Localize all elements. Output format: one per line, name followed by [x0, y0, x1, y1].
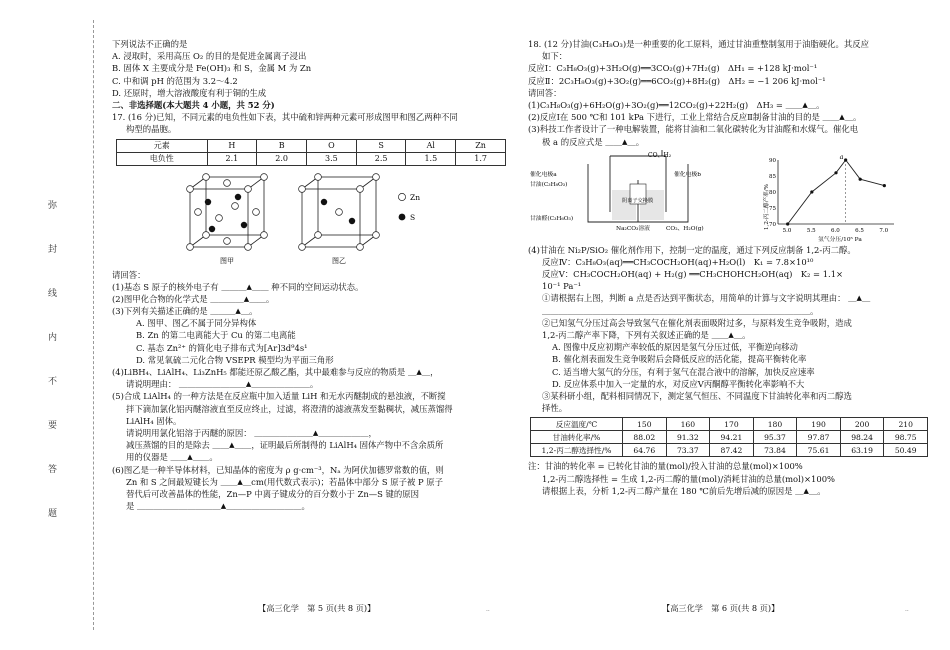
q17-part1-tail: 种不同的空间运动状态。	[271, 281, 364, 292]
q18-4-sub3: ③某科研小组，配料相同情况下，测定氢气恒压、不同温度下甘油转化率和丙二醇选	[542, 390, 852, 401]
label-aldehyde: 甘油醛(C₃H₆O₃)	[530, 215, 574, 222]
margin-char: 线	[48, 289, 58, 299]
table-cell: 87.42	[710, 444, 754, 457]
crystal-svg	[112, 169, 512, 267]
q17-part5-line: LiAlH₄ 固体。	[126, 415, 182, 426]
q18-4-sub3-ask-text: 请根据上表，分析 1,2-丙二醇产量在 180 ℃前后先增后减的原因是	[542, 485, 793, 496]
q17-part5-instrument-text: 用的仪器是	[126, 452, 168, 463]
q17-part2-text: (2)图甲化合物的化学式是	[112, 293, 208, 304]
table-cell: 91.32	[666, 431, 710, 444]
x-tick-label: 7.0	[879, 227, 889, 234]
right-column: 18. (12 分)甘油(C₃H₈O₃)是一种重要的化工原料，通过甘油重整制氢用于油脂硬化。其反应 如下： 反应Ⅰ：C₃H₈O₃(g)+3H₂O(g)══3CO₂(g)+7H₂(g) ΔH₁ = +128 kJ·mol⁻¹ 反应Ⅱ：2C₃H₈O₃(g)+3O₂(g)══6CO₂(g)+8H₂(g) ΔH₂ = −1 206 kJ·mol⁻¹ 请回答： (1)C₃H₈O₃(g)+6H₂O(g)+3O₂(g)══12CO₂(g)+22H₂(g) ΔH₃ = ＿＿▲＿。 (2)反应Ⅰ在 500 ℃和 101 kPa 下进行，工业上常结合反应Ⅱ制备甘油的目的是 ＿＿▲＿。 (3)科技工作者设计了一种电解装置，能将甘油和二氧化碳转化为甘油醛和水煤气。催化电 极 a 的反应式是 ＿＿▲＿。 CO、H₂ 催化电极a 甘油(C₃H₈O₃) 甘油醛(C₃H₆O₃) 阴离子交换膜 Na₂CO₃溶液 催化电极b CO₂、H₂O(g) 1,2-丙二醇产率/% 氢气分压/10⁵ Pa 70 75 80 85 90 5.0 5.5 6.0 6.5 7.0 a (4)甘油在 Ni₂P/SiO₂ 催化剂作用下，控制一定的温度，通过下列反应制备 1,2-丙二醇。 反应Ⅳ：C₃H₈O₃(aq)══CH₃COCH₂OH(aq)+H₂O(l) K₁ = 7.8×10¹⁰ 反应Ⅴ：CH₃COCH₂OH(aq) + H₂(g) ══CH₃CHOHCH₂OH(aq) K₂ = 1.1× 10⁻¹ Pa⁻¹ ①请根据右上图，判断 a 点是否达到平衡状态，用简单的计算与文字说明其理由： ＿▲＿ ＿＿＿＿＿＿＿＿＿＿＿＿＿＿＿＿＿＿＿＿＿＿＿＿＿＿＿＿＿＿＿＿。 ②已知氢气分压过高会导致氢气在催化剂表面吸附过多，与原料发生竞争吸附，造成 1,2-丙二醇产率下降，下列有关叙述正确的是 ＿＿▲＿。 A. 图像中反应初期产率较低的原因是氢气分压过低，平衡逆向移动 B. 催化剂表面发生竞争吸附后会降低反应的活化能，提高平衡转化率 C. 适当增大氢气的分压，有利于氢气在混合液中的溶解，加快反应速率 D. 反应体系中加入一定量的水，对反应Ⅴ丙酮醇平衡转化率影响不大 ③某科研小组，配料相同情况下，测定氢气恒压、不同温度下甘油转化率和丙二醇选 择性。 反应温度/℃ 150 160 170 180 190 200 210 甘油转化率/% 88.02 91.32 94.21 95.37 97.87 98.24 98.75 1,2-丙二醇选择性/% 64.76 73.37 87.42 73.84 75.61 63.19 50.49 注：甘油的转化率 = 已转化甘油的量(mol)/投入甘油的总量(mol)×100% 1,2-丙二醇选择性 = 生成 1,2-丙二醇的量(mol)/消耗甘油的总量(mol)×100% 请根据上表，分析 1,2-丙二醇产量在 180 ℃前后先增后减的原因是 ＿▲＿。	[528, 38, 928, 497]
table-cell: 2.0	[257, 152, 307, 165]
q17-line: 17. (16 分)已知，不同元素的电负性如下表，其中硫和锌两种元素可形成图甲和图乙两种不同	[112, 112, 458, 123]
q17-part5-tail: ，证明最后所制得的 LiAlH₄ 固体产物中不含余质所	[251, 440, 444, 451]
table-cell: 甘油转化率/%	[531, 431, 623, 444]
q17-part2: (2)图甲化合物的化学式是 ＿＿＿＿▲＿＿。	[112, 293, 275, 304]
q18-part2: (2)反应Ⅰ在 500 ℃和 101 kPa 下进行，工业上常结合反应Ⅱ制备甘油的目的是 ＿＿▲＿。	[528, 112, 862, 123]
q17-3-option-d: D. 常见氧硫二元化合物 VSEPR 模型均为平面三角形	[136, 354, 334, 365]
answer-blank: ▲	[416, 368, 422, 376]
legend-zn: Zn	[410, 192, 421, 202]
table-row	[531, 431, 928, 444]
table-cell: 190	[797, 418, 841, 431]
q17-part6-line: (6)图乙是一种半导体材料，已知晶体的密度为 ρ g·cm⁻³，Nₐ 为阿伏加德罗常数的值，则	[112, 464, 444, 475]
table-cell: 73.37	[666, 444, 710, 457]
reaction-temperature-table	[530, 417, 928, 457]
answer-blank: ▲	[245, 380, 252, 389]
q16-option-c: C. 中和调 pH 的范围为 3.2～4.2	[112, 75, 238, 86]
table-cell: 75.61	[797, 444, 841, 457]
q18-part2-text: (2)反应Ⅰ在 500 ℃和 101 kPa 下进行，工业上常结合反应Ⅱ制备甘油的目的是	[528, 112, 820, 123]
q18-part1-text: (1)C₃H₈O₃(g)+6H₂O(g)+3O₂(g)══12CO₂(g)+22H₂(g) ΔH₃ =	[528, 99, 786, 110]
q17-part6-reason: 是 ＿＿＿＿＿＿＿＿＿＿▲＿＿＿＿＿＿＿＿＿。	[126, 501, 310, 512]
data-point	[786, 222, 789, 225]
device-and-chart	[528, 150, 928, 242]
page-footer-left: 【高三化学 第 5 页(共 8 页)】	[258, 603, 376, 613]
table-row	[117, 139, 506, 152]
table-cell: 160	[666, 418, 710, 431]
answer-blank: ▲	[312, 428, 319, 437]
q17-part3-text: (3)下列有关描述正确的是	[112, 306, 208, 317]
x-tick-label: 6.0	[831, 227, 840, 234]
q18-part3-ask: 极 a 的反应式是 ＿＿▲＿。	[542, 136, 645, 147]
q17-part6-bond-text: Zn 和 S 之间最短键长为	[126, 476, 218, 487]
table-cell: 210	[884, 418, 928, 431]
table-cell: 1.5	[406, 152, 456, 165]
margin-char: 封	[48, 245, 58, 255]
label-a: 图甲	[220, 256, 234, 265]
q18-part3-line: (3)科技工作者设计了一种电解装置，能将甘油和二氧化碳转化为甘油醛和水煤气。催化电	[528, 124, 859, 135]
table-cell: 98.75	[884, 431, 928, 444]
legend-zn-icon	[398, 193, 405, 200]
q17-part4-reason-text: 请说明理由：	[126, 379, 177, 390]
label-na2co3: Na₂CO₃溶液	[616, 225, 650, 232]
table-cell: S	[356, 139, 406, 152]
q17-part6-reason-text: 是	[126, 501, 135, 512]
q17-line: 构型的晶胞。	[126, 124, 177, 135]
y-tick-label: 70	[769, 221, 776, 228]
section-title: 二、非选择题(本大题共 4 小题，共 52 分)	[112, 99, 275, 110]
q18-part1: (1)C₃H₈O₃(g)+6H₂O(g)+3O₂(g)══12CO₂(g)+22H₂(g) ΔH₃ = ＿＿▲＿。	[528, 99, 825, 110]
table-row	[117, 152, 506, 165]
q18-part4-line: (4)甘油在 Ni₂P/SiO₂ 催化剂作用下，控制一定的温度，通过下列反应制备 1,2-丙二醇。	[528, 244, 856, 255]
table-cell: 73.84	[753, 444, 797, 457]
reaction-1: 反应Ⅰ：C₃H₈O₃(g)+3H₂O(g)══3CO₂(g)+7H₂(g) ΔH₁ = +128 kJ·mol⁻¹	[528, 63, 818, 74]
table-cell: 1,2-丙二醇选择性/%	[531, 444, 623, 457]
table-cell: 50.49	[884, 444, 928, 457]
q17-part5-reason: 请说明用氯化铝溶于丙醚的原因： ＿＿＿＿＿＿＿▲＿＿＿＿＿＿，	[126, 427, 377, 438]
table-cell: 元素	[117, 139, 208, 152]
q16-option-a: A. 浸取时，采用高压 O₂ 的目的是促进金属离子浸出	[112, 51, 307, 62]
label-membrane: 阴离子交换膜	[622, 197, 654, 204]
legend-s: S	[410, 212, 416, 222]
q16-intro: 下列说法不正确的是	[112, 39, 188, 49]
q17-part4-reason: 请说明理由： ＿＿＿＿＿＿＿＿▲＿＿＿＿＿＿＿。	[126, 379, 319, 390]
seal-dashed-line	[93, 20, 94, 630]
q17-part6-bond: Zn 和 S 之间最短键长为 ＿＿▲＿cm(用代数式表示)；若晶体中部分 S 原子被 P 原子	[126, 476, 444, 487]
table-cell: 150	[623, 418, 667, 431]
legend-s-icon	[399, 213, 406, 220]
answer-blank: ▲	[802, 100, 808, 109]
q18-4-sub3-cont: 择性。	[542, 403, 568, 414]
q18-part3-ask-text: 极 a 的反应式是	[542, 136, 603, 147]
table-cell: 2.5	[356, 152, 406, 165]
table-cell: B	[257, 139, 307, 152]
table-cell: 98.24	[840, 431, 884, 444]
left-column	[112, 38, 517, 512]
zn-atoms-a	[187, 173, 268, 250]
table-cell: 180	[753, 418, 797, 431]
exam-page: 弥 封 线 内 不 要 答 题 下列说法不正确的是 A. 浸取时，采用高压 O₂ 的目的是促进金属离子浸出 B. 固体 X 主要成分是 Fe(OH)₃ 和 S，金属 M 为 Zn C. 中和调 pH 的范围为 3.2～4.2 D. 还原时，增大溶液酸度有利于铜的生成 二、非选择题(本大题共 4 小题，共 52 分) 17. (16 分)已知，不同元素的电负性如下表，其中硫和锌两种元素可形成图甲和图乙两种不同 构型的晶胞。 元素 H B O S Al Zn 电负性 2.1 2.0 3.5 2.5 1.5 1.7 图甲 图乙 Zn S 请回答： (1)基态 S 原子的核外电子有 ＿＿＿▲＿＿ 种不同的空间运动状态。 (2)图甲化合物的化学式是 ＿＿＿＿▲＿＿。 (3)下列有关描述正确的是 ＿＿＿▲＿。 A. 图甲、图乙不属于同分异构体 B. Zn 的第二电离能大于 Cu 的第二电离能 C. 基态 Zn²⁺ 的简化电子排布式为[Ar]3d⁹4s¹ D. 常见氧硫二元化合物 VSEPR 模型均为平面三角形 (4)LiBH₄、LiAlH₄、Li₃ZnH₅ 都能还原乙酸乙酯，其中最难参与反应的物质是 ＿▲＿， 请说明理由： ＿＿＿＿＿＿＿＿▲＿＿＿＿＿＿＿。 (5)合成 LiAlH₄ 的一种方法是在反应瓶中加入适量 LiH 和无水丙醚制成的悬浊液，不断搅 拌下滴加氯化铝丙醚溶液直至反应终止，过滤，将澄清的滤液蒸发至黏稠状，减压蒸馏得 LiAlH₄ 固体。 请说明用氯化铝溶于丙醚的原因： ＿＿＿＿＿＿＿▲＿＿＿＿＿＿， 减压蒸馏的目的是除去 ＿＿▲＿＿，证明最后所制得的 LiAlH₄ 固体产物中不含余质所 用的仪器是 ＿＿▲＿＿。 (6)图乙是一种半导体材料，已知晶体的密度为 ρ g·cm⁻³，Nₐ 为阿伏加德罗常数的值，则 Zn 和 S 之间最短键长为 ＿＿▲＿cm(用代数式表示)；若晶体中部分 S 原子被 P 原子 替代后可改善晶体的性能，Zn—P 中离子键成分的百分数小于 Zn—S 键的原因 是 ＿＿＿＿＿＿＿＿＿＿▲＿＿＿＿＿＿＿＿＿。 【高三化学 第 5 页(共 8 页)】 .. 18. (12 分)甘油(C₃H₈O₃)是一种重要的化工原料，通过甘油重整制氢用于油脂硬化。其反应 如下： 反应Ⅰ：C₃H₈O₃(g)+3H₂O(g)══3CO₂(g)+7H₂(g) ΔH₁ = +128 kJ·mol⁻¹ 反应Ⅱ：2C₃H₈O₃(g)+3O₂(g)══6CO₂(g)+8H₂(g) ΔH₂ = −1 206 kJ·mol⁻¹ 请回答： (1)C₃H₈O₃(g)+6H₂O(g)+3O₂(g)══12CO₂(g)+22H₂(g) ΔH₃ = ＿＿▲＿。 (2)反应Ⅰ在 500 ℃和 101 kPa 下进行，工业上常结合反应Ⅱ制备甘油的目的是 ＿＿▲＿。 (3)科技工作者设计了一种电解装置，能将甘油和二氧化碳转化为甘油醛和水煤气。催化电 极 a 的反应式是 ＿＿▲＿。 CO、H₂ 催化电极a 甘油(C₃H₈O₃) 甘油醛(C₃H₆O₃) 阴离子交换膜 Na₂CO₃溶液 催化电极b CO₂、H₂O(g) 1,2-丙二醇产率/% 氢气分压/10⁵ Pa 70 75 80 85 90 5.0 5.5 6.0 6.5 7.0 a (4)甘油在 Ni₂P/SiO₂ 催化剂作用下，控制一定的温度，通过下列反应制备 1,2-丙二醇。 反应Ⅳ：C₃H₈O₃(aq)══CH₃COCH₂OH(aq)+H₂O(l) K₁ = 7.8×10¹⁰ 反应Ⅴ：CH₃COCH₂OH(aq) + H₂(g) ══CH₃CHOHCH₂OH(aq) K₂ = 1.1× 10⁻¹ Pa⁻¹ ①请根据右上图，判断 a 点是否达到平衡状态，用简单的计算与文字说明其理由： ＿▲＿ ＿＿＿＿＿＿＿＿＿＿＿＿＿＿＿＿＿＿＿＿＿＿＿＿＿＿＿＿＿＿＿＿。 ②已知氢气分压过高会导致氢气在催化剂表面吸附过多，与原料发生竞争吸附，造成 1,2-丙二醇产率下降，下列有关叙述正确的是 ＿＿▲＿。 A. 图像中反应初期产率较低的原因是氢气分压过低，平衡逆向移动 B. 催化剂表面发生竞争吸附后会降低反应的活化能，提高平衡转化率 C. 适当增大氢气的分压，有利于氢气在混合液中的溶解，加快反应速率 D. 反应体系中加入一定量的水，对反应Ⅴ丙酮醇平衡转化率影响不大 ③某科研小组，配料相同情况下，测定氢气恒压、不同温度下甘油转化率和丙二醇选 择性。 反应温度/℃ 150 160 170 180 190 200 210 甘油转化率/% 88.02 91.32 94.21 95.37 97.87 98.24 98.75 1,2-丙二醇选择性/% 64.76 73.37 87.42 73.84 75.61 63.19 50.49 注：甘油的转化率 = 已转化甘油的量(mol)/投入甘油的总量(mol)×100% 1,2-丙二醇选择性 = 生成 1,2-丙二醇的量(mol)/消耗甘油的总量(mol)×100% 请根据上表，分析 1,2-丙二醇产量在 180 ℃前后先增后减的原因是 ＿▲＿。 【高三化学 第 6 页(共 8 页)】 ..	[0, 0, 950, 650]
reaction-5-cont: 10⁻¹ Pa⁻¹	[542, 281, 582, 292]
answer-blank: ▲	[728, 331, 734, 339]
series-line	[788, 160, 885, 224]
data-point	[859, 177, 862, 180]
q18-4-sub1: ①请根据右上图，判断 a 点是否达到平衡状态，用简单的计算与文字说明其理由： ＿▲＿	[542, 293, 871, 304]
q18-4-sub2-ask-text: 1,2-丙二醇产率下降，下列有关叙述正确的是	[542, 330, 709, 340]
answer-blank: ▲	[243, 294, 250, 303]
label-b: 图乙	[332, 256, 346, 265]
zn-atoms-b	[299, 173, 380, 250]
answer-blank: ▲	[235, 307, 241, 316]
answer-blank: ▲	[220, 502, 227, 511]
answer-blank: ▲	[246, 282, 252, 291]
note-line: 1,2-丙二醇选择性 = 生成 1,2-丙二醇的量(mol)/消耗甘油的总量(mol)×100%	[542, 473, 835, 484]
q17-part4: (4)LiBH₄、LiAlH₄、Li₃ZnH₅ 都能还原乙酸乙酯，其中最难参与反应的物质是 ＿▲＿，	[112, 367, 439, 377]
note-line: 注：甘油的转化率 = 已转化甘油的量(mol)/投入甘油的总量(mol)×100%	[528, 461, 803, 472]
data-point	[810, 190, 813, 193]
table-cell: 电负性	[117, 152, 208, 165]
table-cell: Zn	[456, 139, 506, 152]
answer-blank: ▲	[839, 113, 845, 122]
q17-part6-line: 替代后可改善晶体的性能，Zn—P 中离子键成分的百分数小于 Zn—S 键的原因	[126, 488, 420, 499]
y-tick-label: 80	[769, 189, 776, 196]
label-glycerol: 甘油(C₃H₈O₃)	[530, 181, 568, 188]
table-cell: 94.21	[710, 431, 754, 444]
q18-4-sub1-text: ①请根据右上图，判断 a 点是否达到平衡状态，用简单的计算与文字说明其理由：	[542, 293, 846, 304]
margin-char: 答	[48, 465, 58, 475]
q17-part6-tail: cm(用代数式表示)；若晶体中部分 S 原子被 P 原子	[251, 476, 444, 487]
page-footer-right: 【高三化学 第 6 页(共 8 页)】	[662, 603, 780, 613]
crystal-figures	[112, 169, 517, 267]
q17-part1-text: (1)基态 S 原子的核外电子有	[112, 281, 219, 292]
reaction-4: 反应Ⅳ：C₃H₈O₃(aq)══CH₃COCH₂OH(aq)+H₂O(l) K₁ = 7.8×10¹⁰	[542, 256, 814, 267]
q17-part5-distill: 减压蒸馏的目的是除去 ＿＿▲＿＿，证明最后所制得的 LiAlH₄ 固体产物中不含余质所	[126, 440, 444, 451]
label-cat-a: 催化电极a	[530, 171, 557, 178]
label-co2: CO₂、H₂O(g)	[666, 225, 704, 232]
table-cell: 反应温度/℃	[531, 418, 623, 431]
table-row	[531, 444, 928, 457]
table-cell: 88.02	[623, 431, 667, 444]
q17-3-option-c: C. 基态 Zn²⁺ 的简化电子排布式为[Ar]3d⁹4s¹	[136, 342, 308, 353]
electronegativity-table	[116, 139, 506, 166]
q18-4-sub2-ask: 1,2-丙二醇产率下降，下列有关叙述正确的是 ＿＿▲＿。	[542, 330, 751, 340]
ask-prompt: 请回答：	[528, 87, 562, 98]
answer-blank: ▲	[229, 441, 235, 450]
q17-part1: (1)基态 S 原子的核外电子有 ＿＿＿▲＿＿ 种不同的空间运动状态。	[112, 281, 364, 292]
electrolysis-device	[528, 150, 928, 242]
data-point	[834, 171, 837, 174]
table-cell: 170	[710, 418, 754, 431]
reaction-2: 反应Ⅱ：2C₃H₈O₃(g)+3O₂(g)══6CO₂(g)+8H₂(g) ΔH₂ = −1 206 kJ·mol⁻¹	[528, 75, 826, 86]
x-tick-label: 5.5	[806, 227, 816, 234]
q18-line: 18. (12 分)甘油(C₃H₈O₃)是一种重要的化工原料，通过甘油重整制氢用于油脂硬化。其反应	[528, 39, 870, 49]
data-point	[844, 158, 847, 161]
seal-line-margin	[44, 200, 66, 520]
table-cell: 63.19	[840, 444, 884, 457]
table-cell: 2.1	[207, 152, 257, 165]
y-tick-label: 85	[769, 173, 776, 180]
q18-4-option-d: D. 反应体系中加入一定量的水，对反应Ⅴ丙酮醇平衡转化率影响不大	[552, 378, 805, 389]
table-cell: 1.7	[456, 152, 506, 165]
q17-part3: (3)下列有关描述正确的是 ＿＿＿▲＿。	[112, 306, 258, 317]
answer-blank: ▲	[803, 486, 809, 495]
margin-char: 弥	[48, 201, 58, 211]
q18-4-option-c: C. 适当增大氢气的分压，有利于氢气在混合液中的溶解，加快反应速率	[552, 366, 815, 377]
table-cell: 200	[840, 418, 884, 431]
q17-part5-distill-text: 减压蒸馏的目的是除去	[126, 440, 210, 451]
answer-blank: ▲	[856, 294, 862, 303]
margin-char: 不	[48, 377, 58, 387]
label-co-h2: CO、H₂	[648, 151, 672, 159]
table-cell: 64.76	[623, 444, 667, 457]
reaction-5: 反应Ⅴ：CH₃COCH₂OH(aq) + H₂(g) ══CH₃CHOHCH₂OH(aq) K₂ = 1.1×	[542, 269, 844, 280]
q17-part5-line: (5)合成 LiAlH₄ 的一种方法是在反应瓶中加入适量 LiH 和无水丙醚制成的悬浊液，不断搅	[112, 391, 446, 402]
point-a-label: a	[839, 152, 844, 161]
x-tick-label: 5.0	[782, 227, 792, 234]
table-cell: 97.87	[797, 431, 841, 444]
y-tick-label: 75	[769, 205, 776, 212]
q17-part5-instrument: 用的仪器是 ＿＿▲＿＿。	[126, 452, 218, 463]
q18-line: 如下：	[542, 51, 568, 62]
table-cell: 95.37	[753, 431, 797, 444]
q18-4-sub2: ②已知氢气分压过高会导致氢气在催化剂表面吸附过多，与原料发生竞争吸附，造成	[542, 317, 852, 328]
yield-chart	[762, 153, 894, 242]
q18-4-option-a: A. 图像中反应初期产率较低的原因是氢气分压过低，平衡逆向移动	[552, 342, 798, 353]
margin-char: 题	[48, 509, 58, 519]
q18-4-sub3-ask: 请根据上表，分析 1,2-丙二醇产量在 180 ℃前后先增后减的原因是 ＿▲＿。	[542, 485, 826, 496]
q17-part4-text: (4)LiBH₄、LiAlH₄、Li₃ZnH₅ 都能还原乙酸乙酯，其中最难参与反应的物质是	[112, 367, 406, 377]
s-atoms-a	[205, 193, 247, 231]
y-tick-label: 90	[769, 157, 776, 164]
q17-3-option-a: A. 图甲、图乙不属于同分异构体	[136, 318, 257, 329]
q16-option-b: B. 固体 X 主要成分是 Fe(OH)₃ 和 S，金属 M 为 Zn	[112, 63, 312, 74]
chart-xlabel: 氢气分压/10⁵ Pa	[818, 236, 862, 242]
q18-4-option-b: B. 催化剂表面发生竞争吸附后会降低反应的活化能，提高平衡转化率	[552, 354, 807, 365]
answer-blank: ▲	[237, 477, 243, 486]
margin-char: 要	[48, 421, 58, 431]
table-cell: H	[207, 139, 257, 152]
q17-part5-reason-text: 请说明用氯化铝溶于丙醚的原因：	[126, 427, 252, 438]
chart-ylabel: 1,2-丙二醇产率/%	[764, 183, 770, 230]
answer-blank: ▲	[622, 137, 628, 146]
table-cell: Al	[406, 139, 456, 152]
table-cell: 3.5	[307, 152, 357, 165]
q17-3-option-b: B. Zn 的第二电离能大于 Cu 的第二电离能	[136, 330, 296, 341]
label-cat-b: 催化电极b	[674, 171, 701, 178]
q17-part5-line: 拌下滴加氯化铝丙醚溶液直至反应终止，过滤，将澄清的滤液蒸发至黏稠状，减压蒸馏得	[126, 403, 453, 414]
data-point	[883, 184, 886, 187]
x-tick-label: 6.5	[855, 227, 864, 234]
table-cell: O	[307, 139, 357, 152]
answer-blank: ▲	[187, 453, 193, 462]
q16-option-d: D. 还原时，增大溶液酸度有利于铜的生成	[112, 87, 267, 98]
answer-prompt: 请回答：	[112, 269, 146, 280]
margin-char: 内	[48, 333, 58, 343]
table-row	[531, 418, 928, 431]
